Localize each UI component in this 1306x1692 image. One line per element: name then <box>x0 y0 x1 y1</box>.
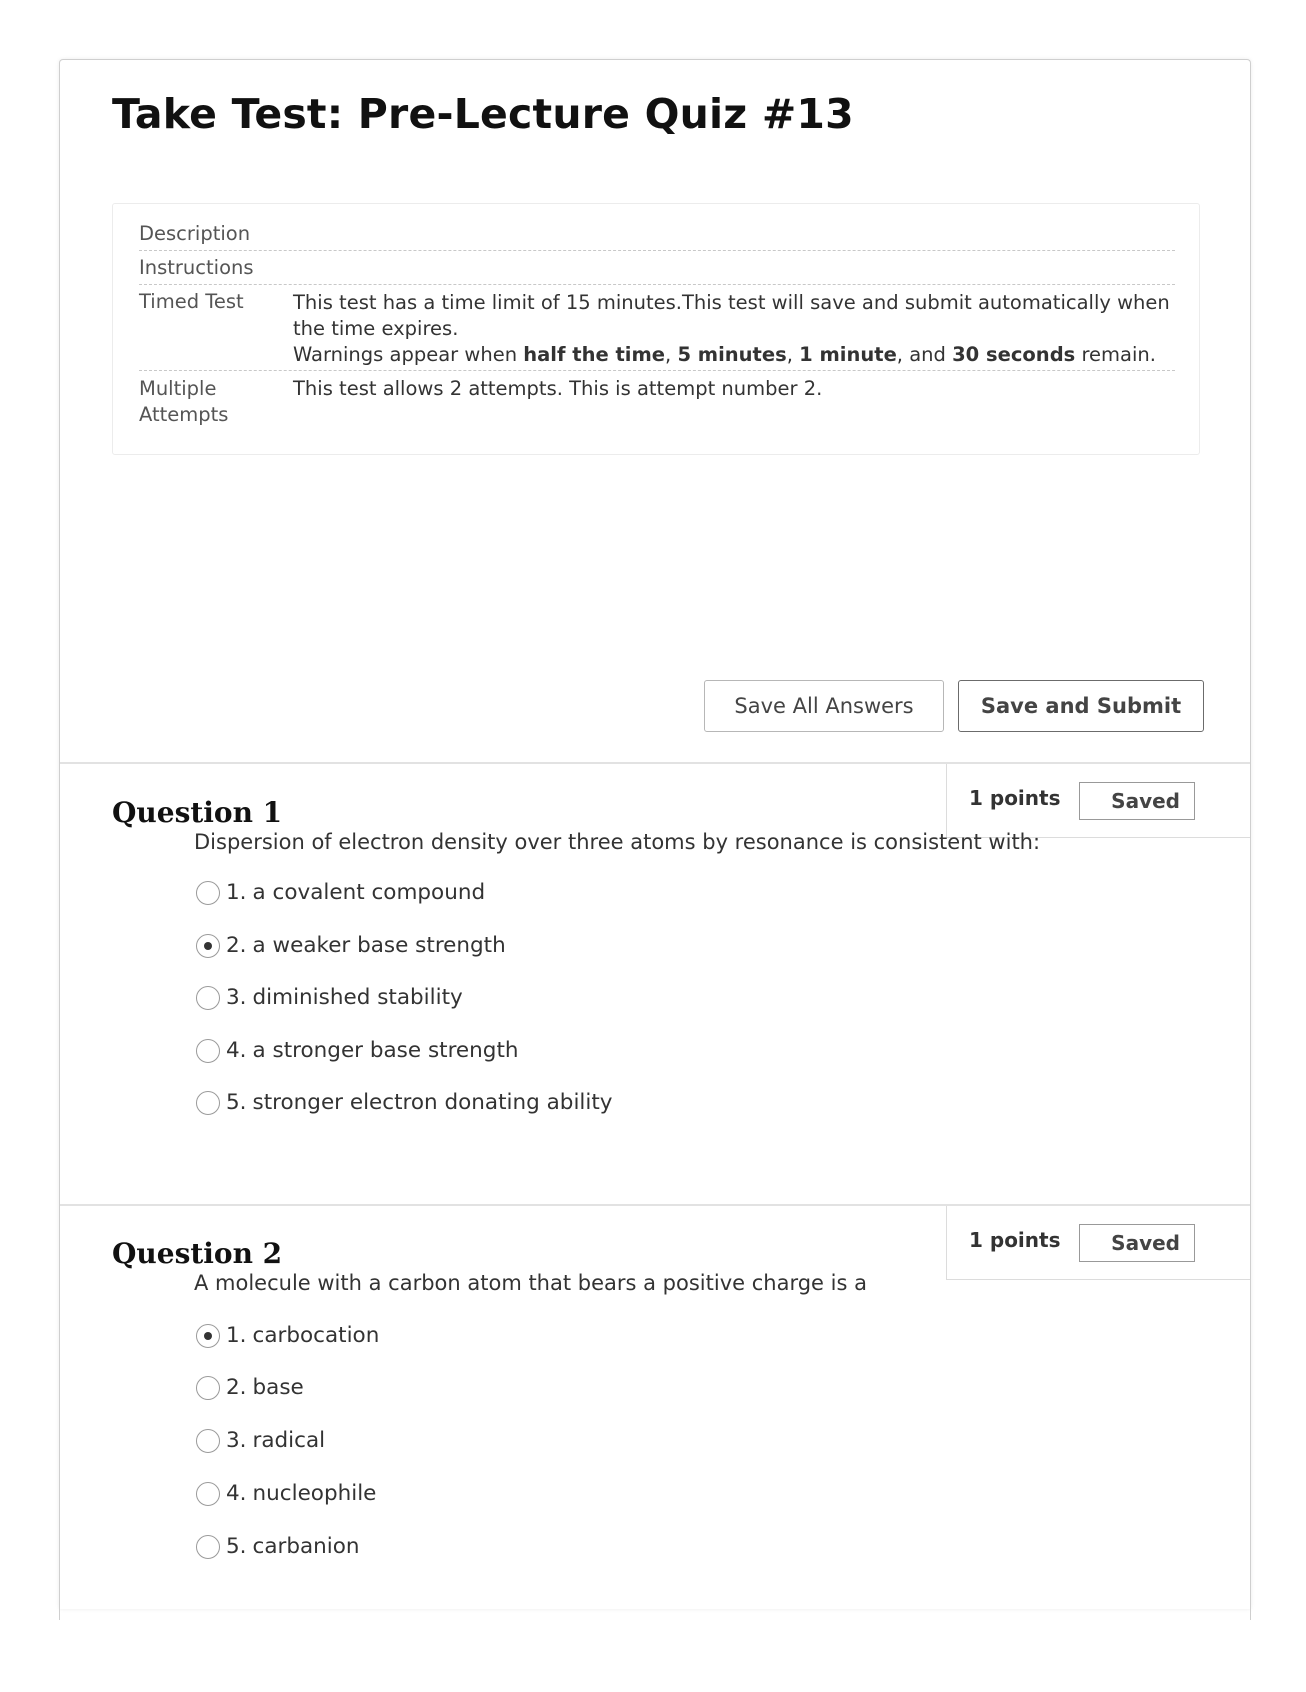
timed-test-value <box>293 290 1175 368</box>
option-number: 1. <box>226 1323 247 1348</box>
answer-option[interactable] <box>196 985 463 1010</box>
question-2-title: Question 2 <box>112 1237 283 1270</box>
radio-button[interactable] <box>196 1039 220 1063</box>
multiple-attempts-value: This test allows 2 attempts. This is attempt number 2. <box>293 377 823 400</box>
radio-button[interactable] <box>196 1429 220 1453</box>
saved-status: Saved <box>1079 1224 1195 1262</box>
answer-option[interactable] <box>196 1038 519 1063</box>
saved-status: Saved <box>1079 782 1195 820</box>
option-number: 4. <box>226 1038 247 1063</box>
answer-option[interactable] <box>196 1375 304 1400</box>
option-number: 2. <box>226 933 247 958</box>
save-and-submit-button[interactable]: Save and Submit <box>958 680 1204 732</box>
radio-button[interactable] <box>196 934 220 958</box>
option-label: carbanion <box>252 1534 360 1559</box>
timed-test-warnings-text: Warnings appear when half the time, 5 minutes, 1 minute, and 30 seconds remain. <box>293 343 1156 366</box>
timed-test-label: Timed Test <box>139 290 244 313</box>
radio-button[interactable] <box>196 1535 220 1559</box>
option-number: 4. <box>226 1481 247 1506</box>
save-all-answers-button[interactable]: Save All Answers <box>704 680 944 732</box>
option-number: 5. <box>226 1534 247 1559</box>
timed-test-limit-text: This test has a time limit of 15 minutes.This test will save and submit automatically when the time expires. <box>293 291 1170 340</box>
option-label: a covalent compound <box>252 880 486 905</box>
option-label: nucleophile <box>252 1481 377 1506</box>
question-2-text: A molecule with a carbon atom that bears a positive charge is a <box>194 1271 867 1295</box>
radio-button[interactable] <box>196 986 220 1010</box>
page-title: Take Test: Pre-Lecture Quiz #13 <box>112 90 854 138</box>
points-label: 1 points <box>969 1228 1061 1252</box>
info-divider <box>139 250 1175 251</box>
question-1-points-panel <box>946 764 1250 838</box>
info-divider <box>139 284 1175 285</box>
instructions-label: Instructions <box>139 256 254 279</box>
radio-selected-dot <box>204 942 212 950</box>
option-number: 5. <box>226 1090 247 1115</box>
radio-selected-dot <box>204 1332 212 1340</box>
container-edge <box>59 1600 1251 1620</box>
option-label: radical <box>252 1428 326 1453</box>
option-number: 1. <box>226 880 247 905</box>
radio-button[interactable] <box>196 1376 220 1400</box>
radio-button[interactable] <box>196 1482 220 1506</box>
answer-option[interactable] <box>196 880 485 905</box>
radio-button[interactable] <box>196 1091 220 1115</box>
answer-option[interactable] <box>196 1428 325 1453</box>
question-2-points-panel <box>946 1206 1250 1280</box>
option-number: 3. <box>226 985 247 1010</box>
points-label: 1 points <box>969 786 1061 810</box>
radio-button[interactable] <box>196 1324 220 1348</box>
option-label: diminished stability <box>252 985 463 1010</box>
answer-option[interactable] <box>196 1090 613 1115</box>
test-info-table <box>112 203 1200 455</box>
option-label: base <box>252 1375 304 1400</box>
description-label: Description <box>139 222 251 245</box>
option-label: carbocation <box>252 1323 380 1348</box>
radio-button[interactable] <box>196 881 220 905</box>
answer-option[interactable] <box>196 1481 376 1506</box>
option-number: 2. <box>226 1375 247 1400</box>
answer-option[interactable] <box>196 1323 379 1348</box>
option-label: a weaker base strength <box>252 933 506 958</box>
multiple-attempts-label: Multiple Attempts <box>139 377 229 426</box>
option-label: stronger electron donating ability <box>252 1090 613 1115</box>
question-1-title: Question 1 <box>112 796 283 829</box>
answer-option[interactable] <box>196 1534 360 1559</box>
option-number: 3. <box>226 1428 247 1453</box>
info-divider <box>139 370 1175 371</box>
answer-option[interactable] <box>196 933 506 958</box>
question-1-text: Dispersion of electron density over three atoms by resonance is consistent with: <box>194 830 1041 854</box>
option-label: a stronger base strength <box>252 1038 519 1063</box>
